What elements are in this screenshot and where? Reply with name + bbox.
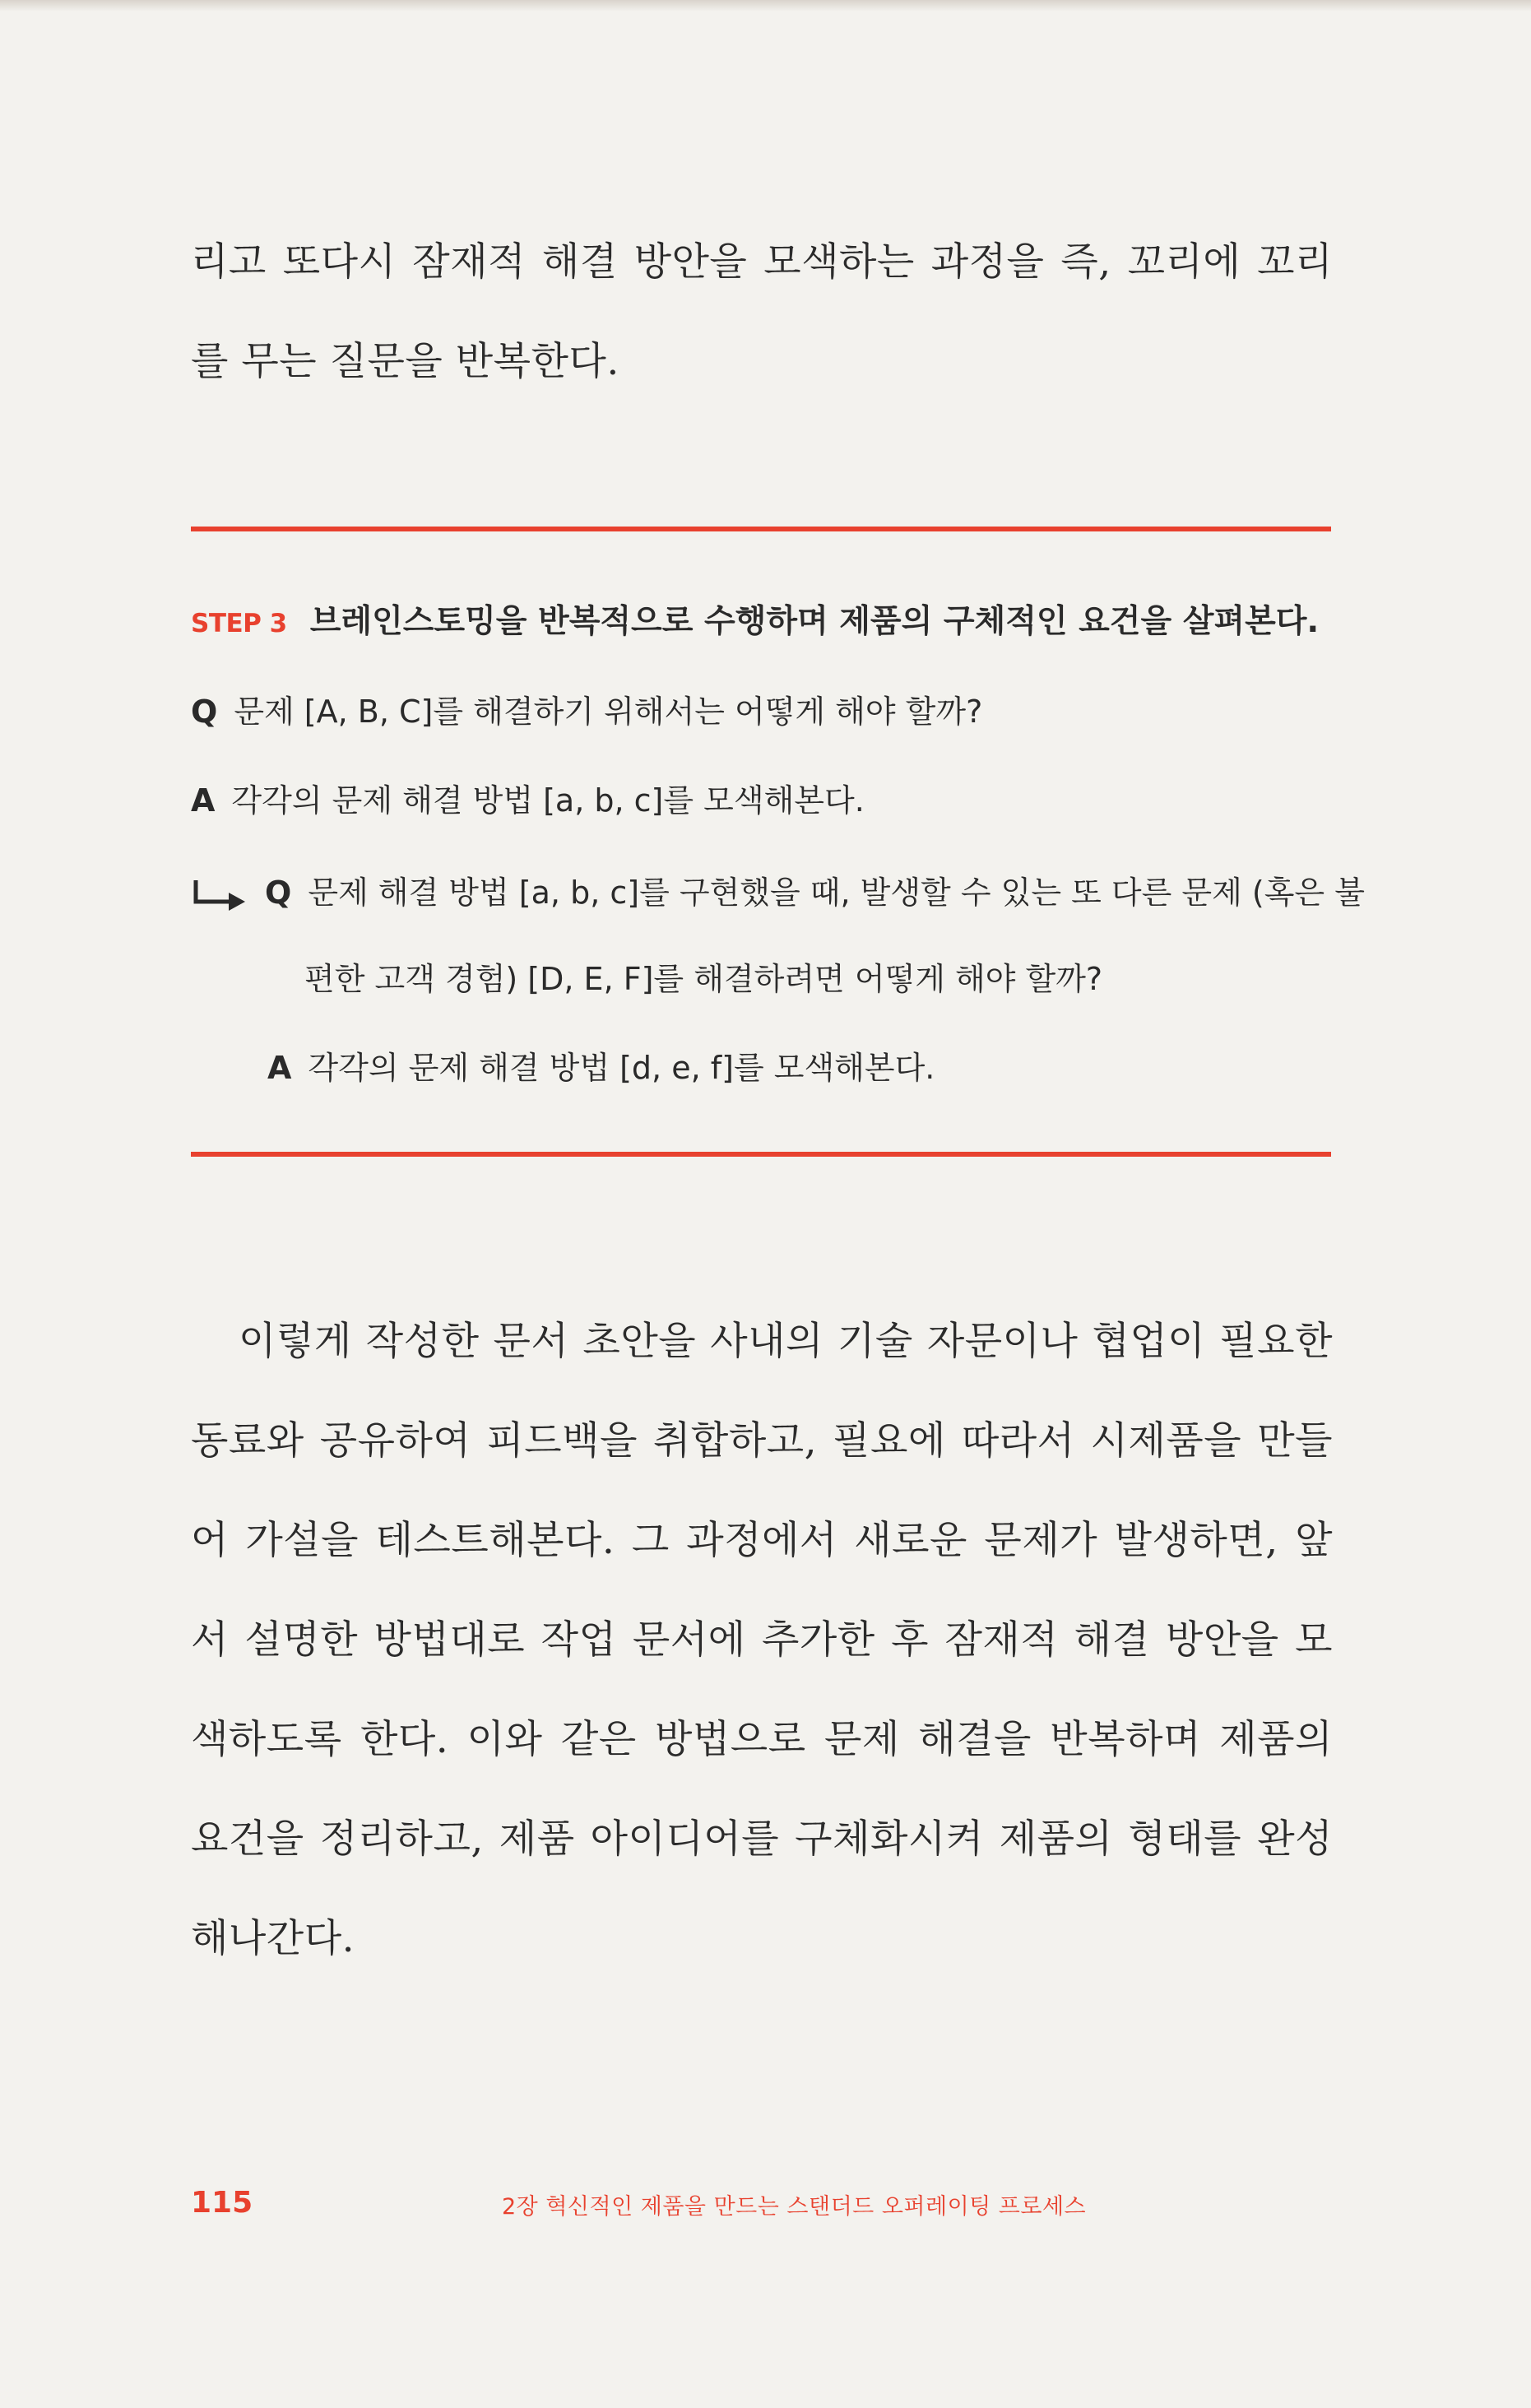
page-number: 115 [191, 2186, 253, 2220]
step-heading [191, 601, 1319, 644]
question-2-text-line-2: 편한 고객 경험) [D, E, F]를 해결하려면 어떻게 해야 할까? [304, 961, 1103, 997]
answer-2 [267, 1047, 935, 1088]
question-mark-label: Q [191, 694, 218, 730]
box-bottom-rule [191, 1152, 1331, 1157]
page-top-edge [0, 0, 1531, 12]
follow-up-arrow-icon [191, 879, 248, 912]
body-paragraph-continued: 리고 또다시 잠재적 해결 방안을 모색하는 과정을 즉, 꼬리에 꼬리를 무는 질문을 반복한다. [191, 239, 1333, 384]
answer-2-text: 각각의 문제 해결 방법 [d, e, f]를 모색해본다. [308, 1050, 935, 1086]
box-top-rule [191, 527, 1331, 531]
question-2-continued [304, 958, 1102, 1000]
answer-mark-label: A [267, 1050, 292, 1086]
question-2 [191, 872, 1365, 913]
running-chapter-title: 2장 혁신적인 제품을 만드는 스탠더드 오퍼레이팅 프로세스 [502, 2194, 1087, 2220]
step-tag: STEP 3 [191, 609, 287, 638]
question-1-text: 문제 [A, B, C]를 해결하기 위해서는 어떻게 해야 할까? [234, 694, 983, 730]
answer-1 [191, 780, 865, 821]
body-paragraph: 이렇게 작성한 문서 초안을 사내의 기술 자문이나 협업이 필요한 동료와 공유하여 피드백을 취합하고, 필요에 따라서 시제품을 만들어 가설을 테스트해본다. 그 과정에서 새로운 문제가 발생하면, 앞서 설명한 방법대로 작업 문서에 추가한 후 잠재적 해결 방안을 모색하도록 한다. 이와 같은 방법으로 문제 해결을 반복하며 제품의 요건을 정리하고, 제품 아이디어를 구체화시켜 제품의 형태를 완성해나간다. [191, 1319, 1333, 1961]
answer-1-text: 각각의 문제 해결 방법 [a, b, c]를 모색해본다. [231, 782, 865, 819]
answer-mark-label: A [191, 782, 216, 819]
question-2-text-line-1: 문제 해결 방법 [a, b, c]를 구현했을 때, 발생할 수 있는 또 다른 문제 (혹은 불 [308, 875, 1365, 911]
question-1 [191, 691, 982, 732]
step-title: 브레인스토밍을 반복적으로 수행하며 제품의 구체적인 요건을 살펴본다. [309, 603, 1320, 640]
question-mark-label: Q [265, 875, 292, 911]
